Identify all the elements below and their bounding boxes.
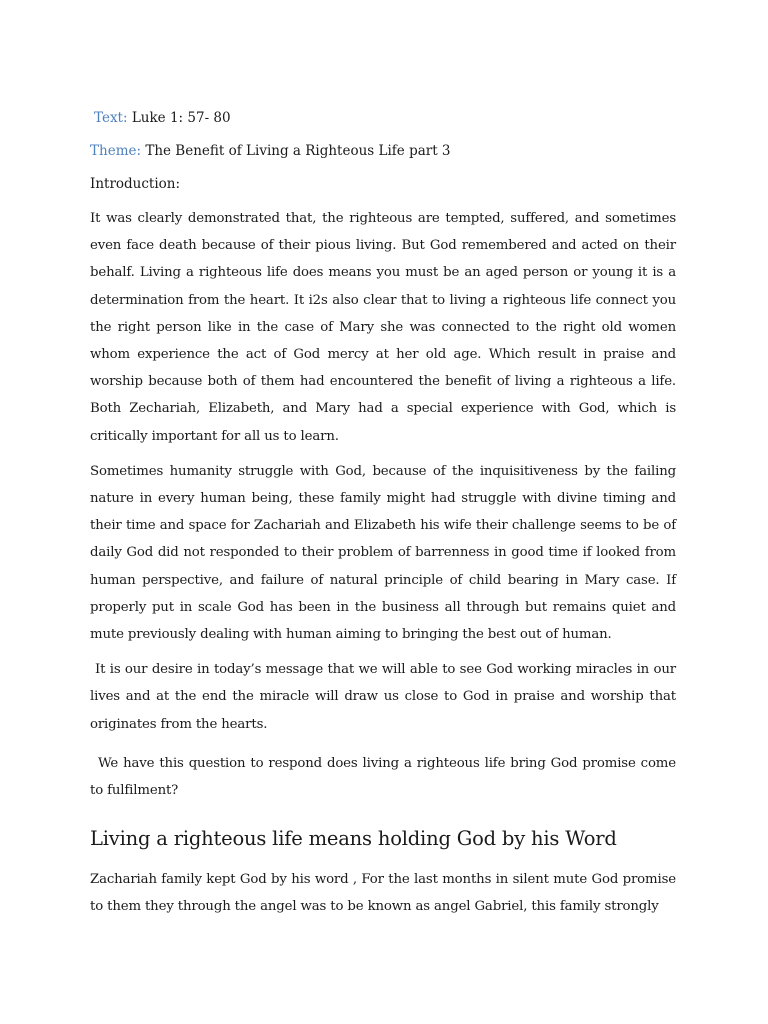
- theme-label: Theme:: [90, 143, 142, 159]
- theme-value: The Benefit of Living a Righteous Life part 3: [145, 143, 451, 159]
- paragraph-3: It is our desire in today’s message that we will able to see God working miracles in our lives and at the end the miracle will draw us close to God in praise and worship that originates from the hearts.: [90, 662, 676, 732]
- paragraph-2: Sometimes humanity struggle with God, because of the inquisitiveness by the failing nature in every human being, these family might had struggle with divine timing and their time and space for Zachariah and Elizabeth his wife their challenge seems to be of daily God did not responded to their problem of barrenness in good time if looked from human perspective, and failure of natural principle of child bearing in Mary case. If properly put in scale God has been in the business all through but remains quiet and mute previously dealing with human aiming to bringing the best out of human.: [90, 463, 676, 643]
- text-value: Luke 1: 57- 80: [131, 110, 231, 126]
- section-heading: Living a righteous life means holding God by his Word: [90, 827, 617, 851]
- introduction-label: Introduction:: [90, 176, 181, 192]
- paragraph-5: Zachariah family kept God by his word , For the last months in silent mute God promise to them they through the angel was to be known as angel Gabriel, this family strongly: [90, 872, 676, 915]
- scripture-reference: [94, 108, 676, 128]
- sermon-theme: [90, 141, 676, 161]
- document-body: [90, 108, 676, 921]
- paragraph-1: It was clearly demonstrated that, the righteous are tempted, suffered, and sometimes even face death because of their pious living. But God remembered and acted on their behalf. Living a righteous life does means you must be an aged person or young it is a determination from the heart. It i2s also clear that to living a righteous life connect you the right person like in the case of Mary she was connected to the right old women whom experience the act of God mercy at her old age. Which result in praise and worship because both of them had encountered the benefit of living a righteous a life. Both Zechariah, Elizabeth, and Mary had a special experience with God, which is critically important for all us to learn.: [90, 211, 676, 444]
- text-label: Text:: [94, 110, 128, 126]
- paragraph-4: We have this question to respond does living a righteous life bring God promise come to fulfilment?: [90, 755, 676, 799]
